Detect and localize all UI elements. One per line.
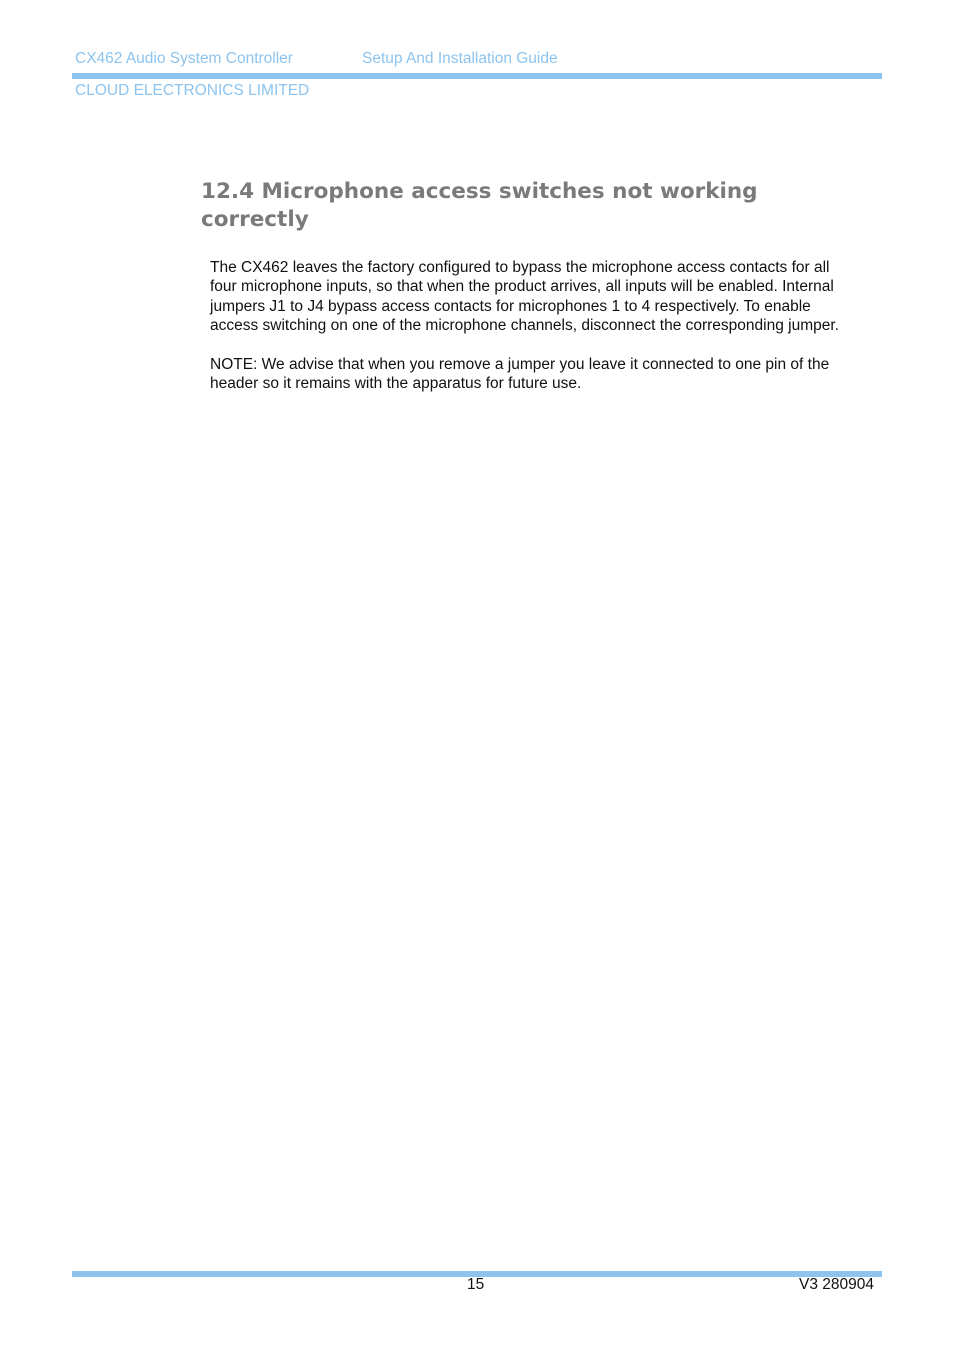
paragraph-line: header so it remains with the apparatus for future use. [210,375,582,393]
footer-page-number: 15 [467,1276,485,1293]
paragraph-line: four microphone inputs, so that when the product arrives, all inputs will be enabled. Internal [210,278,834,296]
paragraph-line: NOTE: We advise that when you remove a jumper you leave it connected to one pin of the [210,356,830,373]
header-product-title: CX462 Audio System Controller [75,50,293,67]
section-heading [201,178,841,234]
footer-version: V3 280904 [799,1276,874,1293]
paragraph-line: access switching on one of the microphone channels, disconnect the corresponding jumper. [210,317,839,335]
header-guide-title: Setup And Installation Guide [362,50,558,67]
header-company-name: CLOUD ELECTRONICS LIMITED [75,82,310,99]
paragraph-line: jumpers J1 to J4 bypass access contacts for microphones 1 to 4 respectively. To enable [210,297,811,315]
header-rule [72,73,882,79]
body-paragraph-jumpers [210,258,880,336]
paragraph-line: The CX462 leaves the factory configured to bypass the microphone access contacts for all [210,259,830,276]
section-heading-line-2: correctly [201,207,309,232]
section-heading-line-1: 12.4 Microphone access switches not working [201,179,758,204]
body-paragraph-note [210,355,880,394]
